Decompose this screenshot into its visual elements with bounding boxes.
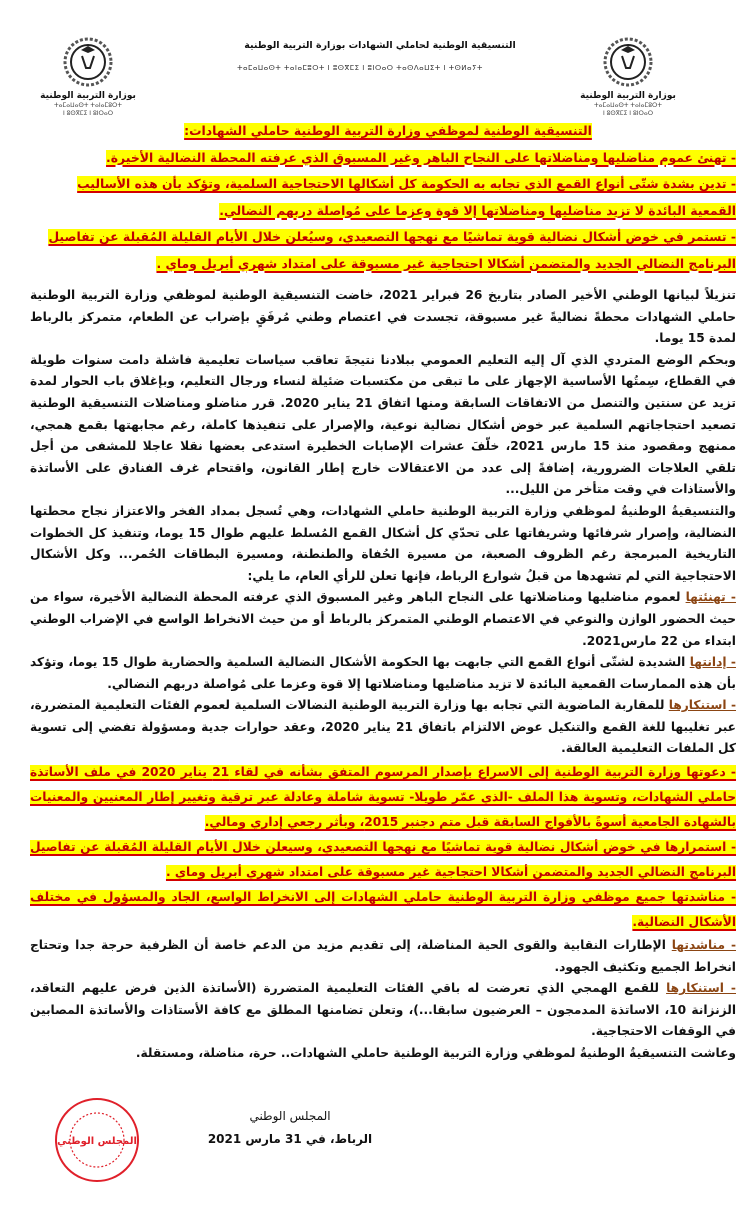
paragraph: وبحكم الوضع المتردي الذي آل إليه التعليم العمومي ببلادنا نتيجةَ تعاقب سياسات تعليمية فاشلة دامت سنوات طويلة في القطاع، سِمتُها الأساسية الإجهاز على ما تبقى من مكتسبات ضئيلة لنساء ورجال التعليم، وبإغلاق باب الحوار لمدة تزيد عن سنتين والتنصل من الاتفاقات السابقة ومنها اتفاق 21 يناير 2020. قرر مناضلو ومناضلات التنسيقية الوطنية تصعيد احتجاجاتهم السلمية عبر خوض أشكال نضالية نوعية، والإصرار على تنفيذها كاملة، رغم مجابهتها بقمع همجي، ممنهج ومقصود منذ 15 مارس 2021، خلّفَ عشرات الإصابات الخطيرة استدعى بعضها نقلا عاجلا للمشفى من أجل تلقي العلاجات الضرورية، إضافةً إلى عدد من الاعتقالات خارج إطار القانون، واقتحام غرف الفنادق على الأساتذة والأستاذات في وقت متأخر من الليل... — [30, 352, 737, 497]
letterhead-title: التنسيقية الوطنية لحاملي الشهادات بوزارة التربية الوطنية — [244, 40, 516, 51]
point — [30, 695, 736, 760]
summary-item: - تهنئ عموم مناضليها ومناضلاتها على النجاح الباهر وغير المسبوق الذي عرفته المحطة النضالية الأخيرة. — [106, 149, 736, 165]
highlighted-paragraph — [30, 760, 736, 835]
highlighted-point: - مناشدتها جميع موظفي وزارة التربية الوطنية حاملي الشهادات إلى الانخراط الواسع، الجاد والمسؤول في مختلف الأشكال النضالية. — [30, 890, 736, 930]
point-text: الإطارات النقابية والقوى الحية المناضلة، إلى تقديم مزيد من الدعم خاصة أن الظرفية حرجة جدا وتحتاج انخراط الجميع وتكثيف الجهود. — [30, 938, 736, 974]
point-text: الشديدة لشتّى أنواع القمع التي جابهت بها الحكومة الأشكال النضالية السلمية والحضارية طوال 15 يوما، وتؤكد بأن هذه الممارسات القمعية البائدة لا تزيد مناضليها ومناضلاتها إلا قوة وعزما على مُواصلة دربهم النضالي. — [30, 655, 736, 691]
summary-title: التنسيقية الوطنية لموظفي وزارة التربية الوطنية حاملي الشهادات: — [184, 123, 592, 138]
highlighted-point: - دعوتها وزارة التربية الوطنية إلى الاسراع بإصدار المرسوم المتفق بشأنه في لقاء 21 يناير 2020 في ملف الأساتذة حاملي الشهادات، وتسوية هذا الملف -الذي عمّر طويلا- تسوية شاملة وعادلة عبر ترقية وتغيير إطار المعنيين والمعنيات بالشهادة الجامعية أسوةً بالأفواج السابقة قبل متم دجنبر 2015، وبأثر رجعي إداري ومالي. — [30, 765, 736, 830]
signature-block — [200, 1105, 380, 1151]
stamp-center-text: المجلس الوطني — [57, 1135, 137, 1147]
point-text: للقمع الهمجي الذي تعرضت له باقي الفئات التعليمية المتضررة (الأساتذة الذين فرض عليهم التعاقد، الزنزانة 10، الاساتذة المدمجون – العرضيون سابقا...)، وتعلن تضامنها المطلق مع كافة الأستاذات والأساتذة المصابين في الوقفات الاحتجاجية. — [30, 981, 736, 1039]
paragraph: تنزيلاً لبيانها الوطني الأخير الصادر بتاريخ 26 فبراير 2021، خاضت التنسيقية الوطنية لموظفي وزارة التربية الوطنية حاملي الشهادات محطةً نضاليةً غير مسبوقة، تجسدت في اعتصام وطني مُرفَقٍ بإضراب عن الطعام، متمركز بالرباط لمدة 15 يوما. — [30, 288, 736, 346]
place-date: الرباط، في 31 مارس 2021 — [207, 1131, 373, 1146]
logo-tifinagh-2: ⵏ ⵓⵙⴳⵎⵉ ⵏ ⵓⵏⵔⴰⵔ — [62, 110, 114, 117]
point — [30, 587, 736, 652]
summary-item: - تدين بشدة شتّى أنواع القمع الذي تجابه به الحكومة كل أشكالها الاحتجاجية السلمية، وتؤكد بأن هذه الأساليب القمعية البائدة لا تزيد مناضليها ومناضلاتها إلا قوة وعزما على مُواصلة دربهم النضالي. — [77, 176, 736, 218]
point — [30, 978, 736, 1043]
point-lead: - استنكارها — [668, 698, 736, 713]
coordination-emblem-icon — [593, 30, 663, 90]
logo-left — [38, 30, 138, 118]
point-text: لعموم مناضليها ومناضلاتها على النجاح الباهر وغير المسبوق الذي عرفته المحطة النضالية الأخيرة، سواء من حيث الحضور الوازن والنوعي في الاعتصام الوطني المتمركز بالرباط أو من حيث الانخراط الواسع في الإضراب الوطني ابتداء من 22 مارس2021. — [30, 590, 736, 648]
footer — [0, 1095, 754, 1205]
highlighted-paragraph — [30, 835, 736, 885]
point-lead: - استنكارها — [666, 981, 736, 996]
statement-body — [30, 285, 736, 1065]
point-text: للمقاربة الماضوية التي تجابه بها وزارة التربية الوطنية النضالات السلمية لعموم الفئات التعليمية المتضررة، عبر تغليبها للغة القمع والتنكيل عوض الالتزام باتفاق 21 يناير 2020، وعقد حوارات جدية ومسؤولة تفضي إلى تسوية كل الملفات التعليمية العالقة. — [30, 698, 736, 756]
summary-box — [40, 118, 736, 277]
logo-tifinagh-1: ⵜⴰⵎⴰⵡⴰⵙⵜ ⵜⴰⵏⴰⵎⵓⵔⵜ — [54, 102, 122, 109]
logo-ministry-text: بوزارة التربية الوطنية — [580, 91, 676, 101]
letterhead-tifinagh: ⵜⴰⵎⴰⵡⴰⵙⵜ ⵜⴰⵏⴰⵎⵓⵔⵜ ⵏ ⵓⵙⴳⵎⵉ ⵏ ⵓⵏⵔⴰⵔ ⵜⴰⵙⴷⴰⵡⵉⵜ ⵏ ⵜⵙⵍⴰⵢⵜ — [237, 64, 483, 72]
highlighted-point: - استمرارها في خوض أشكال نضالية قوية تماشيًا مع نهجها التصعيدي، وسيعلن خلال الأيام القليلة المُقبلة عن تفاصيل البرنامج النضالي الجديد والمتضمن أشكالا احتجاجية غير مسبوقة على امتداد شهري أبريل وماي . — [30, 840, 736, 880]
coordination-emblem-icon — [53, 30, 123, 90]
council-stamp — [52, 1095, 142, 1189]
paragraph: والتنسيقيةُ الوطنيةُ لموظفي وزارة التربية الوطنية حاملي الشهادات، وهي تُسجل بمداد الفخر والاعتزاز نجاح محطتها النضالية، وإصرار شرفائها وشريفاتها على تحدّي كل أشكال القمع المُسلط عليهم طوال 15 يوما، وتنفيذ كل الخطوات التاريخية المبرمجة رغم الظروف الصعبة، من مسيرة الحُفاة والطنطنة، ومسيرة البطاقات الحُمر... وكل الأشكال الاحتجاجية التي لم تشهدها من قبلُ شوارع الرباط، فإنها تعلن للرأي العام، ما يلي: — [30, 503, 737, 583]
closing-line: وعاشت التنسيقيةُ الوطنيةُ لموظفي وزارة التربية الوطنية حاملي الشهادات.. حرة، مناضلة، ومستقلة. — [135, 1046, 736, 1061]
point — [30, 652, 736, 695]
highlighted-paragraph — [30, 885, 736, 935]
summary-item: - تستمر في خوض أشكال نضالية قوية تماشيًا مع نهجها التصعيدي، وسيُعلن خلال الأيام القليلة المُقبلة عن تفاصيل البرنامج النضالي الجديد والمتضمن أشكالا احتجاجية غير مسبوقة على امتداد شهري أبريل وماي . — [48, 229, 736, 271]
council-name: المجلس الوطني — [249, 1108, 331, 1123]
point-lead: - تهنئتها — [685, 590, 736, 605]
stamp-seal-icon — [52, 1095, 142, 1185]
logo-tifinagh-1: ⵜⴰⵎⴰⵡⴰⵙⵜ ⵜⴰⵏⴰⵎⵓⵔⵜ — [594, 102, 662, 109]
letterhead — [0, 0, 754, 118]
point-lead: - إدانتها — [689, 655, 736, 670]
point — [30, 935, 736, 978]
logo-tifinagh-2: ⵏ ⵓⵙⴳⵎⵉ ⵏ ⵓⵏⵔⴰⵔ — [602, 110, 654, 117]
logo-ministry-text: بوزارة التربية الوطنية — [40, 91, 136, 101]
logo-right — [578, 30, 678, 118]
point-lead: - مناشدتها — [671, 938, 736, 953]
